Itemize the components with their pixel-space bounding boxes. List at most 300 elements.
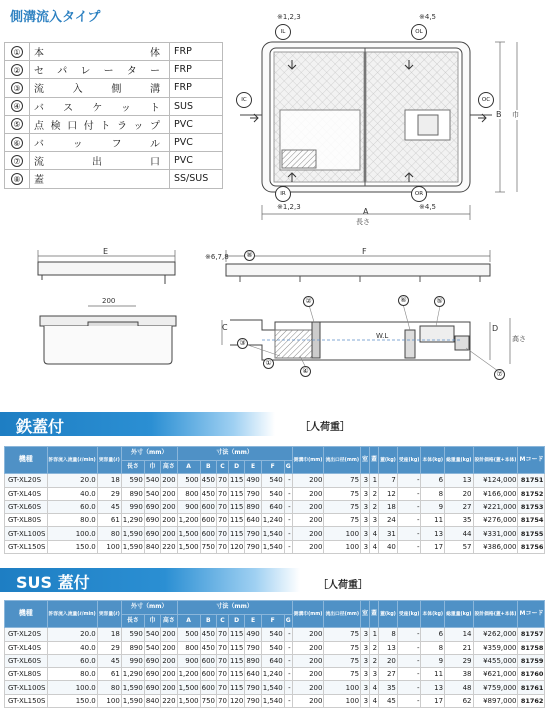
cell-c: 70 (217, 474, 229, 487)
basket-view (40, 306, 176, 364)
cell-a: 500 (177, 628, 200, 641)
cell-length: 1,590 (121, 540, 144, 553)
cell-height: 200 (161, 654, 177, 667)
cell-width: 840 (144, 540, 160, 553)
part-material: FRP (170, 79, 223, 97)
cell-total-kg: 35 (445, 514, 473, 527)
cell-body-kg: 6 (421, 628, 445, 641)
dimension-a-note: 長さ (356, 218, 370, 226)
cell-width: 540 (144, 641, 160, 654)
header-total-kg: 総重量(kg) (445, 447, 473, 474)
cell-code: 81756 (518, 540, 545, 553)
cell-code: 81761 (518, 681, 545, 694)
cell-volume: 18 (97, 474, 121, 487)
cell-a: 900 (177, 654, 200, 667)
cell-seat-kg: - (397, 654, 421, 667)
cell-width: 840 (144, 694, 160, 707)
part-number: ③ (5, 79, 30, 97)
cell-a: 1,200 (177, 668, 200, 681)
cell-total-kg: 14 (445, 628, 473, 641)
cell-model: GT-XL20S (5, 474, 48, 487)
cell-lid-count: 2 (370, 641, 379, 654)
header-gutter: 側溝巾(mm) (292, 447, 324, 474)
table-row (5, 487, 545, 500)
header-b: B (200, 461, 216, 474)
cell-width: 690 (144, 514, 160, 527)
cell-body-kg: 8 (421, 641, 445, 654)
cell-room: 3 (361, 474, 370, 487)
cell-capacity: 60.0 (47, 654, 97, 667)
cell-lid-kg: 12 (379, 487, 398, 500)
cell-b: 600 (200, 668, 216, 681)
header-volume: 実容量(ℓ) (97, 601, 121, 628)
table-row (5, 540, 545, 553)
header-dims: 寸法（mm） (177, 447, 292, 461)
header-room: 室 (361, 447, 370, 474)
reference-note: ※4,5 (419, 13, 436, 21)
cell-e: 640 (245, 668, 261, 681)
header-d: D (228, 461, 244, 474)
cell-model: GT-XL20S (5, 628, 48, 641)
cell-g: - (284, 641, 292, 654)
cell-b: 450 (200, 641, 216, 654)
part-name: バスケット (30, 97, 170, 115)
reference-note: ※6,7,8 (205, 253, 229, 261)
cell-lid-count: 2 (370, 487, 379, 500)
cell-e: 790 (245, 487, 261, 500)
cell-d: 115 (228, 514, 244, 527)
cell-seat-kg: - (397, 694, 421, 707)
dimension-c-label: C (222, 323, 228, 332)
callout-lid: ⑧ (244, 250, 255, 261)
cell-room: 3 (361, 641, 370, 654)
cell-seat-kg: - (397, 628, 421, 641)
section-bar-iron-lid (0, 412, 540, 436)
cell-width: 690 (144, 668, 160, 681)
dimension-b-label: B (496, 110, 502, 119)
part-number: ⑥ (5, 133, 30, 151)
cell-code: 81759 (518, 654, 545, 667)
cell-width: 690 (144, 654, 160, 667)
header-price: 設計価格(蓋+本体) (473, 447, 518, 474)
cell-room: 3 (361, 514, 370, 527)
part-material: PVC (170, 115, 223, 133)
cell-d: 115 (228, 527, 244, 540)
inlet-center-port-label: IC (236, 92, 252, 108)
cell-outlet: 75 (324, 668, 361, 681)
callout-separator: ② (303, 296, 314, 307)
cell-lid-kg: 31 (379, 527, 398, 540)
cell-c: 70 (217, 487, 229, 500)
header-model: 機種 (5, 601, 48, 628)
header-lid-count: 蓋 (370, 447, 379, 474)
cell-total-kg: 44 (445, 527, 473, 540)
cell-body-kg: 9 (421, 654, 445, 667)
header-a: A (177, 461, 200, 474)
section-bar-sus-lid (0, 568, 540, 592)
header-volume: 実容量(ℓ) (97, 447, 121, 474)
dimension-f-label: F (362, 247, 367, 256)
cell-outlet: 75 (324, 474, 361, 487)
cell-a: 1,500 (177, 694, 200, 707)
cell-total-kg: 27 (445, 500, 473, 513)
header-e: E (245, 461, 261, 474)
cell-body-kg: 17 (421, 694, 445, 707)
part-name: バッフル (30, 133, 170, 151)
cell-g: - (284, 654, 292, 667)
cell-b: 600 (200, 654, 216, 667)
cell-outlet: 100 (324, 527, 361, 540)
cell-width: 540 (144, 474, 160, 487)
cell-code: 81752 (518, 487, 545, 500)
cell-d: 115 (228, 628, 244, 641)
header-b: B (200, 615, 216, 628)
cell-body-kg: 11 (421, 668, 445, 681)
callout-trap: ⑤ (434, 296, 445, 307)
cell-e: 790 (245, 694, 261, 707)
header-lid-kg: 蓋(kg) (379, 601, 398, 628)
cell-model: GT-XL100S (5, 527, 48, 540)
cell-total-kg: 62 (445, 694, 473, 707)
table-row (5, 628, 545, 641)
cell-code: 81758 (518, 641, 545, 654)
cell-f: 1,540 (261, 527, 284, 540)
cell-total-kg: 29 (445, 654, 473, 667)
header-length: 長さ (121, 615, 144, 628)
cell-gutter: 200 (292, 681, 324, 694)
cell-volume: 100 (97, 540, 121, 553)
cell-length: 990 (121, 654, 144, 667)
cell-b: 750 (200, 540, 216, 553)
cell-gutter: 200 (292, 628, 324, 641)
cell-g: - (284, 474, 292, 487)
header-model: 機種 (5, 447, 48, 474)
cell-height: 200 (161, 668, 177, 681)
cell-d: 115 (228, 641, 244, 654)
cell-height: 200 (161, 514, 177, 527)
cell-volume: 61 (97, 514, 121, 527)
part-material: FRP (170, 61, 223, 79)
cell-e: 890 (245, 500, 261, 513)
cell-body-kg: 11 (421, 514, 445, 527)
cell-price: ¥455,000 (473, 654, 518, 667)
cell-volume: 45 (97, 500, 121, 513)
cell-lid-kg: 40 (379, 540, 398, 553)
cell-volume: 61 (97, 668, 121, 681)
part-material: PVC (170, 152, 223, 170)
cell-c: 70 (217, 641, 229, 654)
cell-volume: 29 (97, 487, 121, 500)
header-width: 巾 (144, 615, 160, 628)
cell-f: 540 (261, 474, 284, 487)
cell-c: 70 (217, 654, 229, 667)
load-class: ［人荷重］ (318, 580, 368, 591)
cell-f: 540 (261, 628, 284, 641)
header-body-kg: 本体(kg) (421, 601, 445, 628)
load-class: ［人荷重］ (300, 422, 350, 433)
cell-capacity: 40.0 (47, 641, 97, 654)
header-c: C (217, 615, 229, 628)
page-heading: 側溝流入タイプ (10, 10, 101, 25)
cell-g: - (284, 628, 292, 641)
cell-a: 1,500 (177, 527, 200, 540)
cell-f: 1,240 (261, 668, 284, 681)
part-number: ⑧ (5, 170, 30, 188)
cell-seat-kg: - (397, 500, 421, 513)
table-row (5, 668, 545, 681)
cell-length: 1,290 (121, 668, 144, 681)
header-g: G (284, 461, 292, 474)
cell-height: 200 (161, 641, 177, 654)
cell-d: 120 (228, 694, 244, 707)
cell-height: 200 (161, 474, 177, 487)
cell-lid-count: 1 (370, 628, 379, 641)
cell-height: 200 (161, 500, 177, 513)
cell-capacity: 40.0 (47, 487, 97, 500)
cell-lid-kg: 20 (379, 654, 398, 667)
header-gutter: 側溝巾(mm) (292, 601, 324, 628)
cell-e: 790 (245, 527, 261, 540)
table-row (5, 694, 545, 707)
cell-lid-kg: 24 (379, 514, 398, 527)
cell-width: 690 (144, 500, 160, 513)
cell-capacity: 150.0 (47, 540, 97, 553)
section-title: SUS 蓋付 (16, 573, 90, 592)
cell-g: - (284, 668, 292, 681)
cell-model: GT-XL40S (5, 641, 48, 654)
cell-lid-count: 1 (370, 474, 379, 487)
cell-c: 70 (217, 668, 229, 681)
cell-outlet: 75 (324, 514, 361, 527)
part-name: 流入側溝 (30, 79, 170, 97)
cell-seat-kg: - (397, 474, 421, 487)
cell-volume: 29 (97, 641, 121, 654)
header-code: Mコード (518, 601, 545, 628)
cell-code: 81762 (518, 694, 545, 707)
cell-volume: 45 (97, 654, 121, 667)
cell-b: 750 (200, 694, 216, 707)
dimension-d-note: 高さ (512, 335, 526, 343)
cell-capacity: 100.0 (47, 681, 97, 694)
cell-room: 3 (361, 681, 370, 694)
cell-model: GT-XL60S (5, 500, 48, 513)
cell-outlet: 100 (324, 681, 361, 694)
cell-room: 3 (361, 487, 370, 500)
cell-f: 640 (261, 654, 284, 667)
header-seat-kg: 受座(kg) (397, 601, 421, 628)
cell-g: - (284, 514, 292, 527)
cell-length: 590 (121, 474, 144, 487)
cell-capacity: 20.0 (47, 628, 97, 641)
cell-gutter: 200 (292, 514, 324, 527)
dimension-b-note: 巾 (512, 111, 519, 119)
table-row (5, 527, 545, 540)
cell-model: GT-XL150S (5, 694, 48, 707)
cell-f: 640 (261, 500, 284, 513)
cell-room: 3 (361, 694, 370, 707)
cell-f: 1,540 (261, 681, 284, 694)
header-outer: 外寸（mm） (121, 601, 177, 615)
inlet-left-port-label: IL (275, 24, 291, 40)
table-row (5, 474, 545, 487)
header-length: 長さ (121, 461, 144, 474)
header-lid-kg: 蓋(kg) (379, 447, 398, 474)
header-outlet: 流出口径(mm) (324, 601, 361, 628)
cell-volume: 80 (97, 681, 121, 694)
cell-outlet: 75 (324, 654, 361, 667)
cell-b: 600 (200, 527, 216, 540)
dimension-d-label: D (492, 324, 499, 333)
cell-width: 540 (144, 487, 160, 500)
cell-gutter: 200 (292, 694, 324, 707)
callout-outlet: ⑦ (494, 369, 505, 380)
cell-gutter: 200 (292, 641, 324, 654)
cell-price: ¥897,000 (473, 694, 518, 707)
cell-outlet: 100 (324, 540, 361, 553)
cell-c: 70 (217, 500, 229, 513)
cell-gutter: 200 (292, 654, 324, 667)
cell-length: 590 (121, 628, 144, 641)
cell-seat-kg: - (397, 668, 421, 681)
header-outer: 外寸（mm） (121, 447, 177, 461)
cell-e: 890 (245, 654, 261, 667)
cell-capacity: 60.0 (47, 500, 97, 513)
cell-e: 790 (245, 681, 261, 694)
cell-gutter: 200 (292, 474, 324, 487)
cell-seat-kg: - (397, 487, 421, 500)
cell-model: GT-XL80S (5, 668, 48, 681)
header-width: 巾 (144, 461, 160, 474)
header-height: 高さ (161, 615, 177, 628)
outlet-right-port-label: OR (411, 186, 427, 202)
part-material: FRP (170, 43, 223, 61)
cell-price: ¥124,000 (473, 474, 518, 487)
cell-b: 600 (200, 681, 216, 694)
cell-price: ¥386,000 (473, 540, 518, 553)
header-g: G (284, 615, 292, 628)
cell-volume: 18 (97, 628, 121, 641)
cell-model: GT-XL150S (5, 540, 48, 553)
cell-a: 1,500 (177, 540, 200, 553)
cell-d: 115 (228, 668, 244, 681)
cell-b: 450 (200, 474, 216, 487)
cell-room: 3 (361, 628, 370, 641)
cell-height: 200 (161, 487, 177, 500)
callout-baffle: ⑥ (398, 295, 409, 306)
cell-lid-kg: 18 (379, 500, 398, 513)
header-capacity: 許容流入流量(ℓ/min) (47, 601, 97, 628)
cell-d: 120 (228, 540, 244, 553)
cell-outlet: 75 (324, 500, 361, 513)
cell-width: 690 (144, 681, 160, 694)
header-c: C (217, 461, 229, 474)
part-material: SUS (170, 97, 223, 115)
cell-a: 900 (177, 500, 200, 513)
cell-height: 200 (161, 628, 177, 641)
cell-room: 3 (361, 668, 370, 681)
cell-d: 115 (228, 654, 244, 667)
cell-model: GT-XL40S (5, 487, 48, 500)
cell-length: 1,290 (121, 514, 144, 527)
cell-g: - (284, 540, 292, 553)
outlet-left-port-label: OL (411, 24, 427, 40)
cell-capacity: 80.0 (47, 514, 97, 527)
cell-g: - (284, 527, 292, 540)
cell-g: - (284, 694, 292, 707)
cell-total-kg: 20 (445, 487, 473, 500)
table-row (5, 500, 545, 513)
cell-f: 1,240 (261, 514, 284, 527)
cell-e: 490 (245, 474, 261, 487)
cell-gutter: 200 (292, 500, 324, 513)
cell-lid-kg: 27 (379, 668, 398, 681)
cell-body-kg: 6 (421, 474, 445, 487)
cell-model: GT-XL80S (5, 514, 48, 527)
cell-length: 990 (121, 500, 144, 513)
header-total-kg: 総重量(kg) (445, 601, 473, 628)
header-code: Mコード (518, 447, 545, 474)
cell-length: 1,590 (121, 694, 144, 707)
header-a: A (177, 615, 200, 628)
cell-f: 1,540 (261, 540, 284, 553)
cell-lid-count: 4 (370, 694, 379, 707)
cell-e: 640 (245, 514, 261, 527)
reference-note: ※1,2,3 (277, 13, 301, 21)
cell-lid-count: 4 (370, 527, 379, 540)
cell-room: 3 (361, 540, 370, 553)
cell-seat-kg: - (397, 540, 421, 553)
cell-lid-kg: 35 (379, 681, 398, 694)
cell-room: 3 (361, 500, 370, 513)
cell-code: 81755 (518, 527, 545, 540)
cell-a: 1,200 (177, 514, 200, 527)
part-number: ⑤ (5, 115, 30, 133)
header-seat-kg: 受座(kg) (397, 447, 421, 474)
cell-c: 70 (217, 628, 229, 641)
cell-length: 1,590 (121, 527, 144, 540)
cell-e: 790 (245, 540, 261, 553)
dimension-e-label: E (103, 247, 109, 256)
cell-model: GT-XL100S (5, 681, 48, 694)
cell-price: ¥621,000 (473, 668, 518, 681)
spec-table-sus-lid (4, 600, 545, 708)
cell-capacity: 100.0 (47, 527, 97, 540)
header-dims: 寸法（mm） (177, 601, 292, 615)
cell-g: - (284, 487, 292, 500)
cell-lid-count: 3 (370, 668, 379, 681)
callout-basket: ④ (300, 366, 311, 377)
part-material: PVC (170, 133, 223, 151)
header-capacity: 許容流入流量(ℓ/min) (47, 447, 97, 474)
cell-c: 70 (217, 694, 229, 707)
cell-c: 70 (217, 540, 229, 553)
cell-seat-kg: - (397, 527, 421, 540)
cell-capacity: 20.0 (47, 474, 97, 487)
cell-gutter: 200 (292, 527, 324, 540)
cell-outlet: 100 (324, 694, 361, 707)
cell-f: 540 (261, 641, 284, 654)
callout-inlet-gutter: ③ (237, 338, 248, 349)
cell-gutter: 200 (292, 668, 324, 681)
cell-room: 3 (361, 527, 370, 540)
cell-lid-count: 4 (370, 540, 379, 553)
cell-code: 81760 (518, 668, 545, 681)
cell-lid-count: 2 (370, 500, 379, 513)
part-number: ② (5, 61, 30, 79)
cell-lid-kg: 8 (379, 628, 398, 641)
reference-note: ※4,5 (419, 203, 436, 211)
outlet-center-port-label: OC (478, 92, 494, 108)
